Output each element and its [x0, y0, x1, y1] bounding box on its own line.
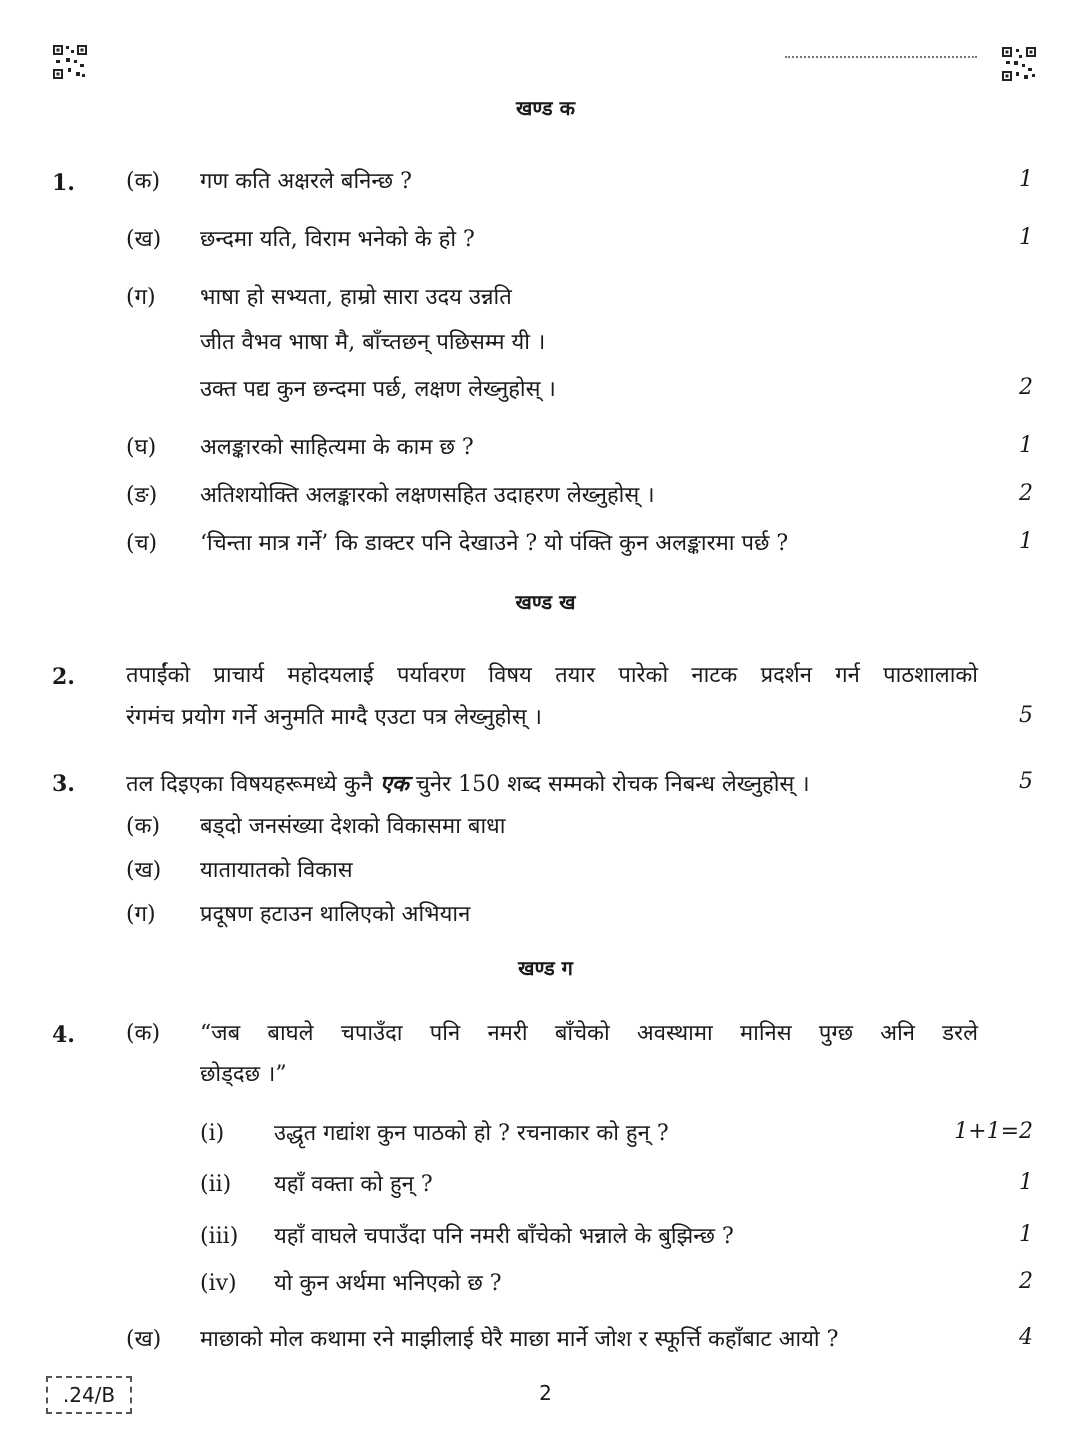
q4-part-ka-label: (क)	[126, 1021, 161, 1046]
q1-part-ga-verse-line-2: जीत वैभव भाषा मै, बाँच्तछन् पछिसम्म यी ।	[200, 330, 546, 355]
q4-sub-iv-marks: 2	[1019, 1269, 1033, 1294]
question-2-marks: 5	[1019, 703, 1033, 728]
q1-part-gha-marks: 1	[1019, 433, 1033, 458]
question-1-number: 1.	[52, 170, 75, 196]
q1-part-kha-marks: 1	[1019, 225, 1033, 250]
section-a-heading: खण्ड क	[516, 96, 575, 120]
question-3-number: 3.	[52, 771, 75, 797]
q1-part-ga-label: (ग)	[126, 285, 156, 310]
page-number: 2	[539, 1381, 552, 1405]
q1-part-cha-marks: 1	[1019, 529, 1033, 554]
q4-sub-iv-label: (iv)	[200, 1271, 237, 1296]
q4-sub-ii-label: (ii)	[200, 1172, 232, 1197]
q1-part-ga-verse-line-1: भाषा हो सभ्यता, हाम्रो सारा उदय उन्नति	[200, 285, 512, 310]
question-3-text-after: चुनेर 150 शब्द सम्मको रोचक निबन्ध लेख्नुहोस् ।	[415, 772, 810, 797]
q4-part-kha-label: (ख)	[126, 1327, 162, 1352]
q1-part-gha-label: (घ)	[126, 435, 157, 460]
q1-part-cha-label: (च)	[126, 531, 158, 556]
question-3-text	[126, 769, 810, 800]
q1-part-nga-label: (ङ)	[126, 483, 158, 508]
paper-code-box: .24/B	[46, 1376, 132, 1414]
q4-sub-i-label: (i)	[200, 1121, 225, 1146]
section-b-heading: खण्ड ख	[515, 590, 576, 614]
q1-part-ka-label: (क)	[126, 169, 161, 194]
q3-option-ka-text: बड्दो जनसंख्या देशको विकासमा बाधा	[200, 814, 506, 839]
q1-part-kha-text: छन्दमा यति, विराम भनेको के हो ?	[200, 227, 475, 252]
q4-sub-iii-text: यहाँ वाघले चपाउँदा पनि नमरी बाँचेको भन्नाले के बुझिन्छ ?	[274, 1224, 734, 1249]
question-4-number: 4.	[52, 1022, 75, 1048]
header-rule	[785, 56, 977, 58]
q4-sub-iii-marks: 1	[1019, 1222, 1033, 1247]
question-2-number: 2.	[52, 664, 75, 690]
q1-part-gha-text: अलङ्कारको साहित्यमा के काम छ ?	[200, 435, 474, 460]
section-c-heading: खण्ड ग	[518, 956, 573, 980]
q4-sub-iv-text: यो कुन अर्थमा भनिएको छ ?	[274, 1271, 502, 1296]
q1-part-nga-text: अतिशयोक्ति अलङ्कारको लक्षणसहित उदाहरण लेख्नुहोस् ।	[200, 483, 655, 508]
q1-part-ka-marks: 1	[1019, 167, 1033, 192]
question-3-marks: 5	[1019, 769, 1033, 794]
qr-code-right-icon	[1001, 46, 1037, 82]
question-2-text-line-1: तपाईंको प्राचार्य महोदयलाई पर्यावरण विषय तयार पारेको नाटक प्रदर्शन गर्न पाठशालाको	[126, 663, 978, 688]
question-2-text-line-2: रंगमंच प्रयोग गर्ने अनुमति माग्दै एउटा पत्र लेख्नुहोस् ।	[126, 705, 542, 730]
q4-quote-line-2: छोड्दछ ।”	[200, 1062, 287, 1087]
q4-sub-ii-marks: 1	[1019, 1170, 1033, 1195]
qr-code-left-icon	[52, 44, 88, 80]
q3-option-kha-label: (ख)	[126, 858, 162, 883]
q4-part-kha-marks: 4	[1019, 1325, 1033, 1350]
q1-part-ga-marks: 2	[1019, 375, 1033, 400]
q4-sub-ii-text: यहाँ वक्ता को हुन् ?	[274, 1172, 433, 1197]
q1-part-ka-text: गण कति अक्षरले बनिन्छ ?	[200, 169, 412, 194]
q1-part-nga-marks: 2	[1019, 481, 1033, 506]
q4-sub-iii-label: (iii)	[200, 1224, 239, 1249]
q3-option-ga-label: (ग)	[126, 902, 156, 927]
q4-sub-i-marks: 1+1=2	[954, 1119, 1033, 1144]
q4-quote-line-1: “जब बाघले चपाउँदा पनि नमरी बाँचेको अवस्थामा मानिस पुग्छ अनि डरले	[200, 1021, 978, 1046]
q1-part-kha-label: (ख)	[126, 227, 162, 252]
q1-part-ga-instruction: उक्त पद्य कुन छन्दमा पर्छ, लक्षण लेख्नुहोस् ।	[200, 377, 556, 402]
q4-sub-i-text: उद्धृत गद्यांश कुन पाठको हो ? रचनाकार को हुन् ?	[274, 1121, 669, 1146]
q3-option-ga-text: प्रदूषण हटाउन थालिएको अभियान	[200, 902, 471, 927]
question-3-emphasis: एक	[379, 771, 409, 797]
q4-part-kha-text: माछाको मोल कथामा रने माझीलाई घेरै माछा मार्ने जोश र स्फूर्त्ति कहाँबाट आयो ?	[200, 1327, 839, 1352]
question-3-text-before: तल दिइएका विषयहरूमध्ये कुनै	[126, 772, 373, 797]
q3-option-kha-text: यातायातको विकास	[200, 858, 353, 883]
q3-option-ka-label: (क)	[126, 814, 161, 839]
q1-part-cha-text: ‘चिन्ता मात्र गर्ने’ कि डाक्टर पनि देखाउने ? यो पंक्ति कुन अलङ्कारमा पर्छ ?	[200, 531, 789, 556]
